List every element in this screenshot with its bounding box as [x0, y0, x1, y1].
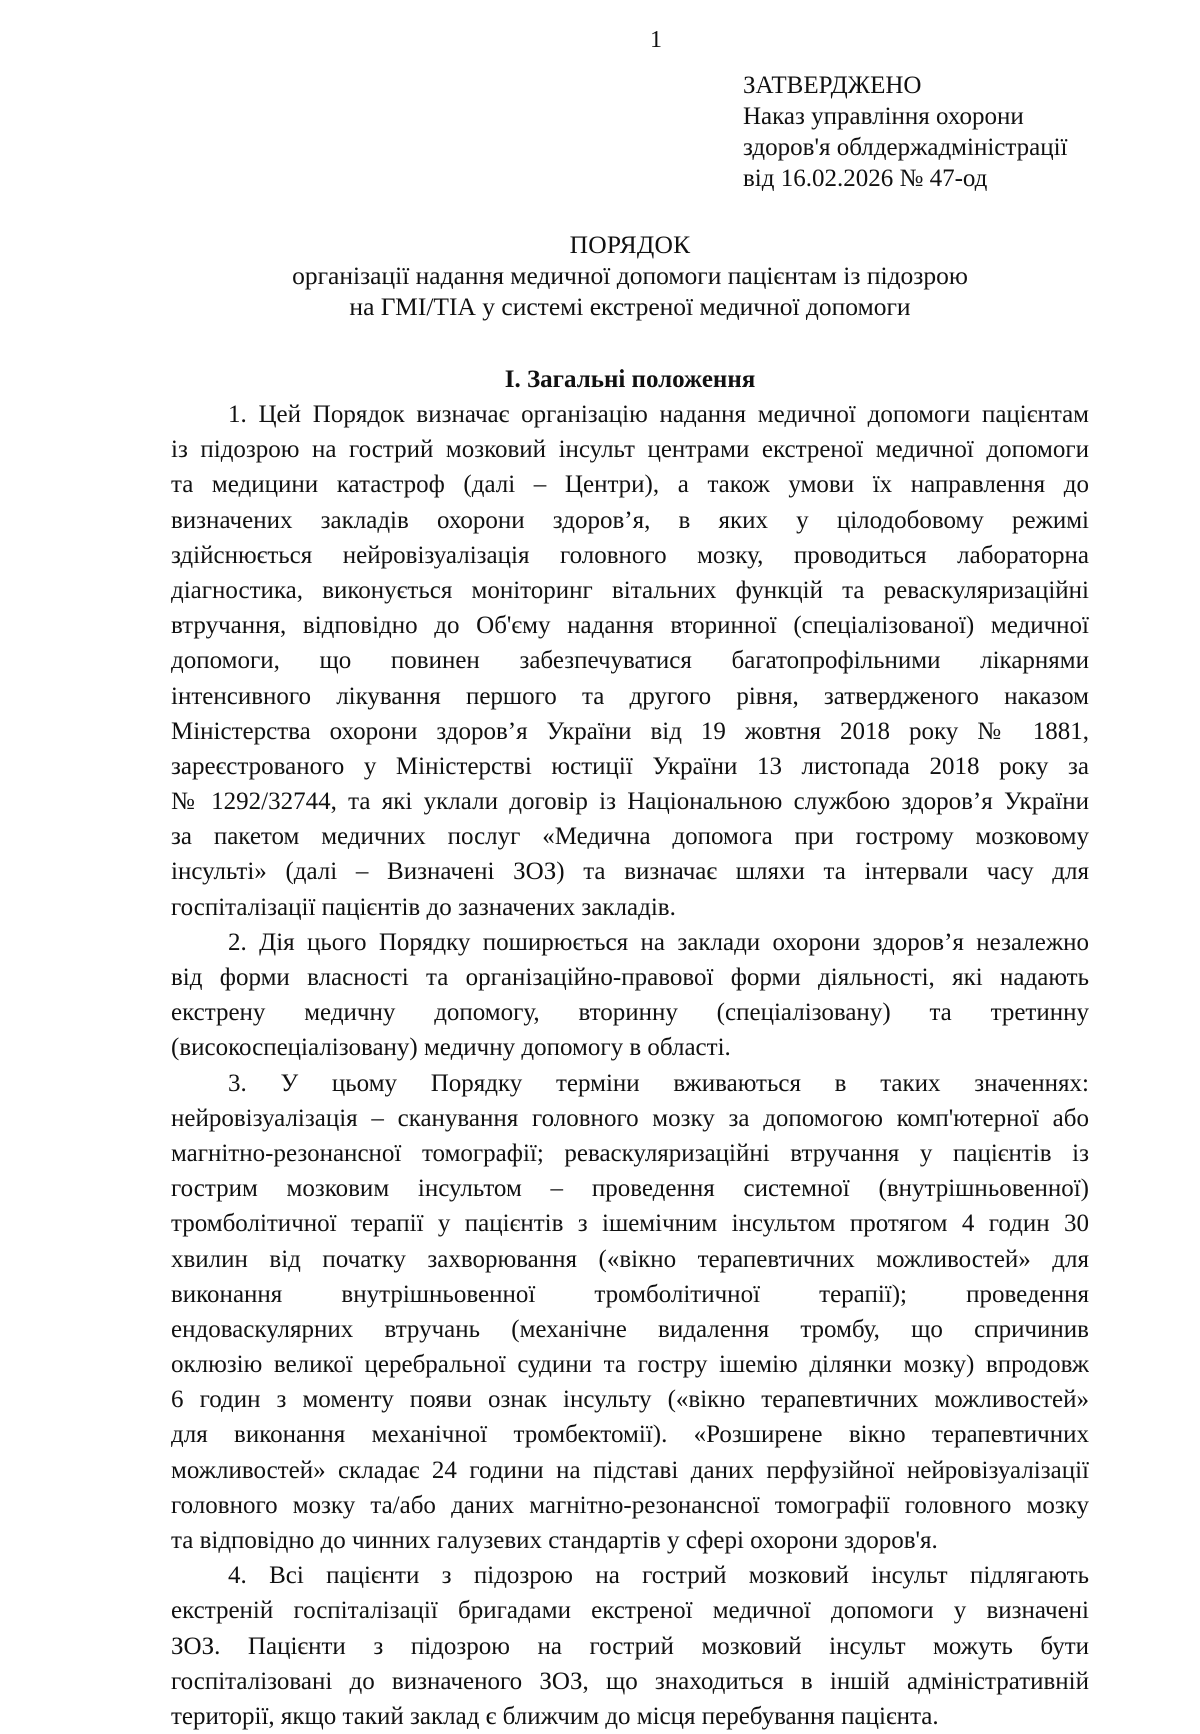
paragraph-line: нейровізуалізація – сканування головного мозку за допомогою комп'ютерної або: [171, 1104, 1089, 1132]
paragraph-line: 1. Цей Порядок визначає організацію надання медичної допомоги пацієнтам: [228, 401, 1089, 428]
paragraph-line: зареєстрованого у Міністерстві юстиції України 13 листопада 2018 року за: [171, 752, 1089, 780]
approval-authority-line: здоров'я облдержадміністрації: [743, 134, 1068, 161]
document-title-block: [170, 229, 1090, 322]
paragraph-3: [171, 1066, 1089, 1559]
paragraph-line: магнітно-резонансної томографії; реваскуляризаційні втручання у пацієнтів із: [171, 1139, 1089, 1167]
paragraph-line: інсульті» (далі – Визначені ЗОЗ) та визначає шляхи та інтервали часу для: [171, 858, 1089, 886]
paragraph-line: (високоспеціалізовану) медичну допомогу в області.: [171, 1034, 731, 1062]
paragraph-line: гострим мозковим інсультом – проведення системної (внутрішньовенної): [171, 1175, 1089, 1203]
paragraph-2: [171, 925, 1089, 1066]
paragraph-line: території, якщо такий заклад є ближчим до місця перебування пацієнта.: [171, 1702, 939, 1730]
paragraph-line: екстреній госпіталізації бригадами екстреної медичної допомоги у визначені: [171, 1597, 1089, 1625]
paragraph-1: [171, 397, 1089, 925]
page-number: 1: [650, 27, 662, 53]
paragraph-line: для виконання механічної тромбектомії). «Розширене вікно терапевтичних: [171, 1421, 1089, 1449]
paragraph-line: допомоги, що повинен забезпечуватися багатопрофільними лікарнями: [171, 647, 1089, 675]
paragraph-line: № 1292/32744, та які уклали договір із Національною службою здоров’я України: [171, 788, 1089, 816]
document-subtitle-line-1: організації надання медичної допомоги пацієнтам із підозрою: [292, 261, 968, 290]
paragraph-line: можливостей» складає 24 години на підставі даних перфузійної нейровізуалізації: [171, 1456, 1089, 1484]
paragraph-line: 6 годин з моменту появи ознак інсульту («вікно терапевтичних можливостей»: [171, 1386, 1089, 1414]
document-title: ПОРЯДОК: [569, 230, 691, 259]
paragraph-line: екстрену медичну допомогу, вторинну (спеціалізовану) та третинну: [171, 999, 1089, 1027]
paragraph-line: від форми власності та організаційно-правової форми діяльності, які надають: [171, 964, 1089, 991]
paragraph-line: виконання внутрішньовенної тромболітичної терапії); проведення: [171, 1280, 1089, 1308]
paragraph-line: діагностика, виконується моніторинг вітальних функцій та реваскуляризаційні: [171, 576, 1089, 604]
paragraph-line: тромболітичної терапії у пацієнтів з ішемічним інсультом протягом 4 годин 30: [171, 1210, 1089, 1238]
paragraph-line: втручання, відповідно до Об'єму надання вторинної (спеціалізованої) медичної: [171, 612, 1089, 640]
approval-stamp: [743, 70, 1067, 194]
paragraph-line: ЗОЗ. Пацієнти з підозрою на гострий мозковий інсульт можуть бути: [171, 1632, 1089, 1660]
paragraph-line: ендоваскулярних втручань (механічне видалення тромбу, що спричинив: [171, 1315, 1089, 1343]
paragraph-line: головного мозку та/або даних магнітно-резонансної томографії головного мозку: [171, 1491, 1089, 1519]
paragraph-4: [171, 1558, 1089, 1734]
paragraph-line: інтенсивного лікування першого та другого рівня, затвердженого наказом: [171, 682, 1089, 710]
paragraph-line: 3. У цьому Порядку терміни вживаються в таких значеннях:: [228, 1069, 1089, 1097]
paragraph-line: госпіталізації пацієнтів до зазначених закладів.: [171, 893, 676, 921]
document-subtitle-line-2: на ГМІ/ТІА у системі екстреної медичної допомоги: [349, 292, 911, 321]
paragraph-line: та медицини катастроф (далі – Центри), а також умови їх направлення до: [171, 471, 1089, 499]
paragraph-line: здійснюється нейровізуалізація головного мозку, проводиться лабораторна: [171, 541, 1089, 569]
paragraph-line: визначених закладів охорони здоров’я, в яких у цілодобовому режимі: [171, 506, 1089, 534]
paragraph-line: Міністерства охорони здоров’я України від 19 жовтня 2018 року № 1881,: [171, 717, 1089, 745]
approval-order-line: Наказ управління охорони: [743, 103, 1024, 130]
paragraph-line: оклюзію великої церебральної судини та гостру ішемію ділянки мозку) впродовж: [171, 1351, 1089, 1379]
paragraph-line: 4. Всі пацієнти з підозрою на гострий мозковий інсульт підлягають: [228, 1562, 1089, 1590]
paragraph-line: за пакетом медичних послуг «Медична допомога при гострому мозковому: [171, 823, 1089, 851]
document-body: [171, 397, 1089, 1734]
paragraph-line: хвилин від початку захворювання («вікно терапевтичних можливостей» для: [171, 1245, 1089, 1273]
paragraph-line: 2. Дія цього Порядку поширюється на заклади охорони здоров’я незалежно: [228, 928, 1089, 956]
section-heading: І. Загальні положення: [504, 366, 756, 393]
approval-date-number: від 16.02.2026 № 47-од: [743, 165, 988, 192]
paragraph-line: госпіталізовані до визначеного ЗОЗ, що знаходиться в іншій адміністративній: [171, 1667, 1089, 1695]
paragraph-line: із підозрою на гострий мозковий інсульт центрами екстреної медичної допомоги: [171, 436, 1089, 464]
paragraph-line: та відповідно до чинних галузевих стандартів у сфері охорони здоров'я.: [171, 1527, 938, 1554]
approval-label: ЗАТВЕРДЖЕНО: [743, 72, 922, 99]
